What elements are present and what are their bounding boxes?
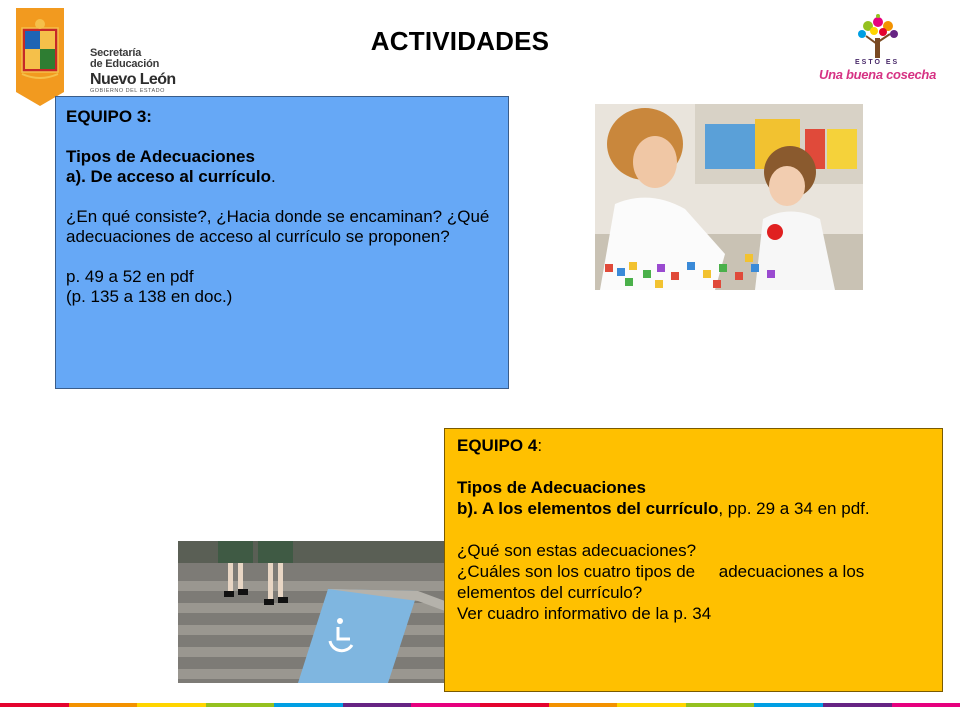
equipo-4-item-rest: , pp. 29 a 34 en pdf. (718, 499, 870, 518)
rainbow-segment (480, 703, 549, 707)
rainbow-segment (274, 703, 343, 707)
equipo-4-question-2: ¿Cuáles son los cuatro tipos de adecuaciones a los elementos del currículo? (457, 562, 870, 602)
equipo-4-heading-rest: : (537, 436, 543, 455)
logo-tagline-top: ESTO ES (855, 59, 900, 66)
equipo-4-item (457, 498, 930, 519)
rainbow-segment (686, 703, 755, 707)
equipo-4-question-1: ¿Qué son estas adecuaciones? (457, 541, 697, 560)
equipo-3-item-rest: . (271, 167, 276, 186)
rainbow-segment (892, 703, 960, 707)
equipo-3-item (66, 167, 498, 187)
nuevo-leon-shield-icon (16, 8, 64, 106)
rainbow-footer-bar (0, 703, 960, 707)
equipo-4-heading-bold: EQUIPO 4 (457, 436, 538, 455)
logo-tagline-main: Una buena cosecha (819, 67, 936, 82)
rainbow-segment (617, 703, 686, 707)
accessibility-ramp-photo (178, 541, 445, 683)
rainbow-segment (137, 703, 206, 707)
rainbow-segment (69, 703, 138, 707)
rainbow-segment (823, 703, 892, 707)
tree-icon (850, 14, 906, 60)
brand-line-4: GOBIERNO DEL ESTADO (90, 88, 165, 94)
equipo-4-item-bold: b). A los elementos del currículo (457, 499, 719, 518)
brand-line-1: Secretaría (90, 47, 142, 59)
equipo-4-reference: Ver cuadro informativo de la p. 34 (457, 604, 712, 623)
equipo-3-pages-pdf: p. 49 a 52 en pdf (66, 267, 194, 286)
equipo-3-subtitle: Tipos de Adecuaciones (66, 147, 255, 166)
equipo-3-pages-doc: (p. 135 a 138 en doc.) (66, 287, 233, 306)
rainbow-segment (754, 703, 823, 707)
equipo-4-box (444, 428, 943, 692)
rainbow-segment (343, 703, 412, 707)
page-title: ACTIVIDADES (370, 26, 550, 56)
teacher-child-photo (595, 104, 863, 290)
buena-cosecha-logo (815, 14, 945, 89)
equipo-3-heading: EQUIPO 3: (66, 107, 152, 126)
equipo-3-item-bold: a). De acceso al currículo (66, 167, 272, 186)
brand-line-3: Nuevo León (90, 71, 176, 88)
equipo-3-box (55, 96, 509, 389)
equipo-3-question: ¿En qué consiste?, ¿Hacia donde se encaminan? ¿Qué adecuaciones de acceso al currículo se proponen? (66, 207, 490, 246)
secretaria-brand-text (90, 48, 190, 95)
rainbow-segment (411, 703, 480, 707)
equipo-4-subtitle: Tipos de Adecuaciones (457, 478, 646, 497)
equipo-4-heading (457, 435, 930, 456)
secretaria-educacion-logo (16, 8, 181, 106)
rainbow-segment (549, 703, 618, 707)
rainbow-segment (206, 703, 275, 707)
brand-line-2: de Educación (90, 58, 160, 70)
rainbow-segment (0, 703, 69, 707)
